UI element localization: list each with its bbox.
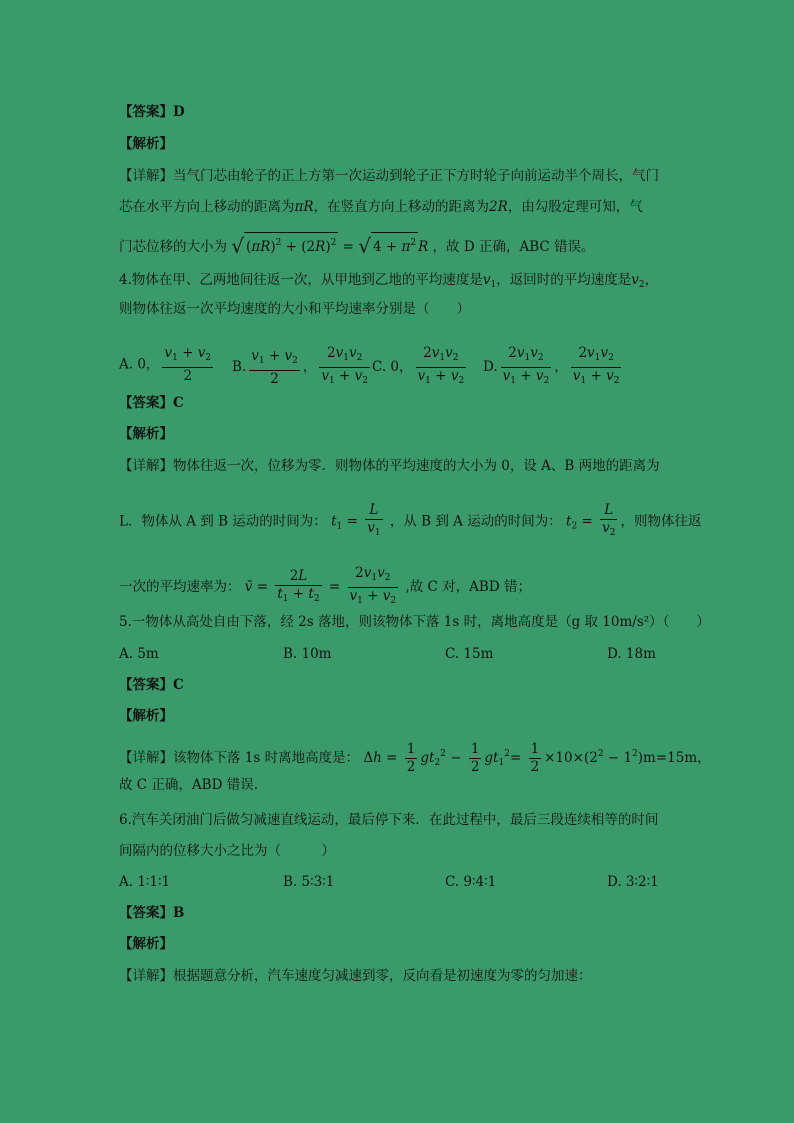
q5-option-b: B. 10m bbox=[283, 646, 332, 662]
q6-option-c: C. 9∶4∶1 bbox=[445, 874, 497, 890]
answer-q5: 【答案】C bbox=[119, 677, 184, 693]
q4-option-c: C. 0， $\frac{2v_1v_2}{v_1 + v_2}$ bbox=[372, 345, 465, 386]
q6-option-a: A. 1∶1∶1 bbox=[119, 874, 171, 890]
detail-q4-line2: L．物体从 A 到 B 运动的时间为： $t_1$ = $\frac{L}{v_1}$ ，从 B 到 A 运动的时间为： $t_2$ = $\frac{L}{v_2}$ ，则物体往返 bbox=[119, 502, 702, 538]
answer-q4: 【答案】C bbox=[119, 395, 184, 411]
q5-option-a: A. 5m bbox=[119, 646, 159, 662]
q4-option-b: B. $\frac{v_1 + v_2}{2}$ ， $\frac{2v_1v_2}{v_1 + v_2}$ bbox=[232, 345, 369, 387]
q6-option-b: B. 5∶3∶1 bbox=[283, 874, 335, 890]
detail-q3-line3: 门芯位移的大小为 √ $(\pi R)^2 + (2R)^2$ = √ $4 + \pi^2$ R ，故 D 正确，ABC 错误。 bbox=[119, 234, 595, 258]
detail-q3-line1: 【详解】当气门芯由轮子的正上方第一次运动到轮子正下方时轮子向前运动半个周长，气门 bbox=[119, 168, 659, 184]
answer-q3: 【答案】D bbox=[119, 104, 185, 120]
question-4-line2: 则物体往返一次平均速度的大小和平均速率分别是（ ） bbox=[119, 301, 470, 317]
question-5: 5.一物体从高处自由下落，经 2s 落地，则该物体下落 1s 时，离地高度是（g 取 10m/s²）（ ） bbox=[119, 614, 710, 630]
detail-q4-line1: 【详解】物体往返一次，位移为零．则物体的平均速度的大小为 0，设 A、B 两地的距离为 bbox=[119, 458, 660, 474]
q4-option-a: A. 0， $\frac{v_1 + v_2}{2}$ bbox=[119, 345, 212, 384]
q5-option-d: D. 18m bbox=[607, 646, 656, 662]
q4-option-d: D. $\frac{2v_1v_2}{v_1 + v_2}$ ， $\frac{2v_1v_2}{v_1 + v_2}$ bbox=[483, 345, 620, 386]
analysis-heading: 【解析】 bbox=[119, 136, 173, 152]
analysis-heading-q5: 【解析】 bbox=[119, 708, 173, 724]
detail-q6-line1: 【详解】根据题意分析，汽车速度匀减速到零，反向看是初速度为零的匀加速： bbox=[119, 968, 592, 984]
question-4-line1: 4.物体在甲、乙两地间往返一次，从甲地到乙地的平均速度是$v_1$，返回时的平均速度是$v_2$， bbox=[119, 272, 659, 290]
q6-option-d: D. 3∶2∶1 bbox=[607, 874, 659, 890]
question-6-line2: 间隔内的位移大小之比为（ ） bbox=[119, 843, 335, 859]
answer-q6: 【答案】B bbox=[119, 905, 185, 921]
detail-q5-line2: 故 C 正确，ABD 错误. bbox=[119, 777, 258, 793]
detail-q4-line3: 一次的平均速率为： v̄ = $\frac{2L}{t_1 + t_2}$ = $\frac{2v_1v_2}{v_1 + v_2}$ ,故 C 对，ABD 错； bbox=[119, 565, 531, 606]
analysis-heading-q6: 【解析】 bbox=[119, 936, 173, 952]
q5-option-c: C. 15m bbox=[445, 646, 494, 662]
question-6-line1: 6.汽车关闭油门后做匀减速直线运动，最后停下来．在此过程中，最后三段连续相等的时间 bbox=[119, 812, 659, 828]
detail-q5-line1: 【详解】该物体下落 1s 时离地高度是： Δh = $\frac{1}{2}$ $gt_2^2$ − $\frac{1}{2}$ $gt_1^2=$ $\frac{1}{2}$ $\times 10\times(2^2 - 1^2)m=15m$， bbox=[119, 741, 711, 775]
detail-q3-line2: 芯在水平方向上移动的距离为πR，在竖直方向上移动的距离为2R，由勾股定理可知，气 bbox=[119, 199, 643, 215]
analysis-heading-q4: 【解析】 bbox=[119, 426, 173, 442]
formula-displacement: √ $(\pi R)^2 + (2R)^2$ = √ $4 + \pi^2$ R bbox=[231, 234, 429, 258]
